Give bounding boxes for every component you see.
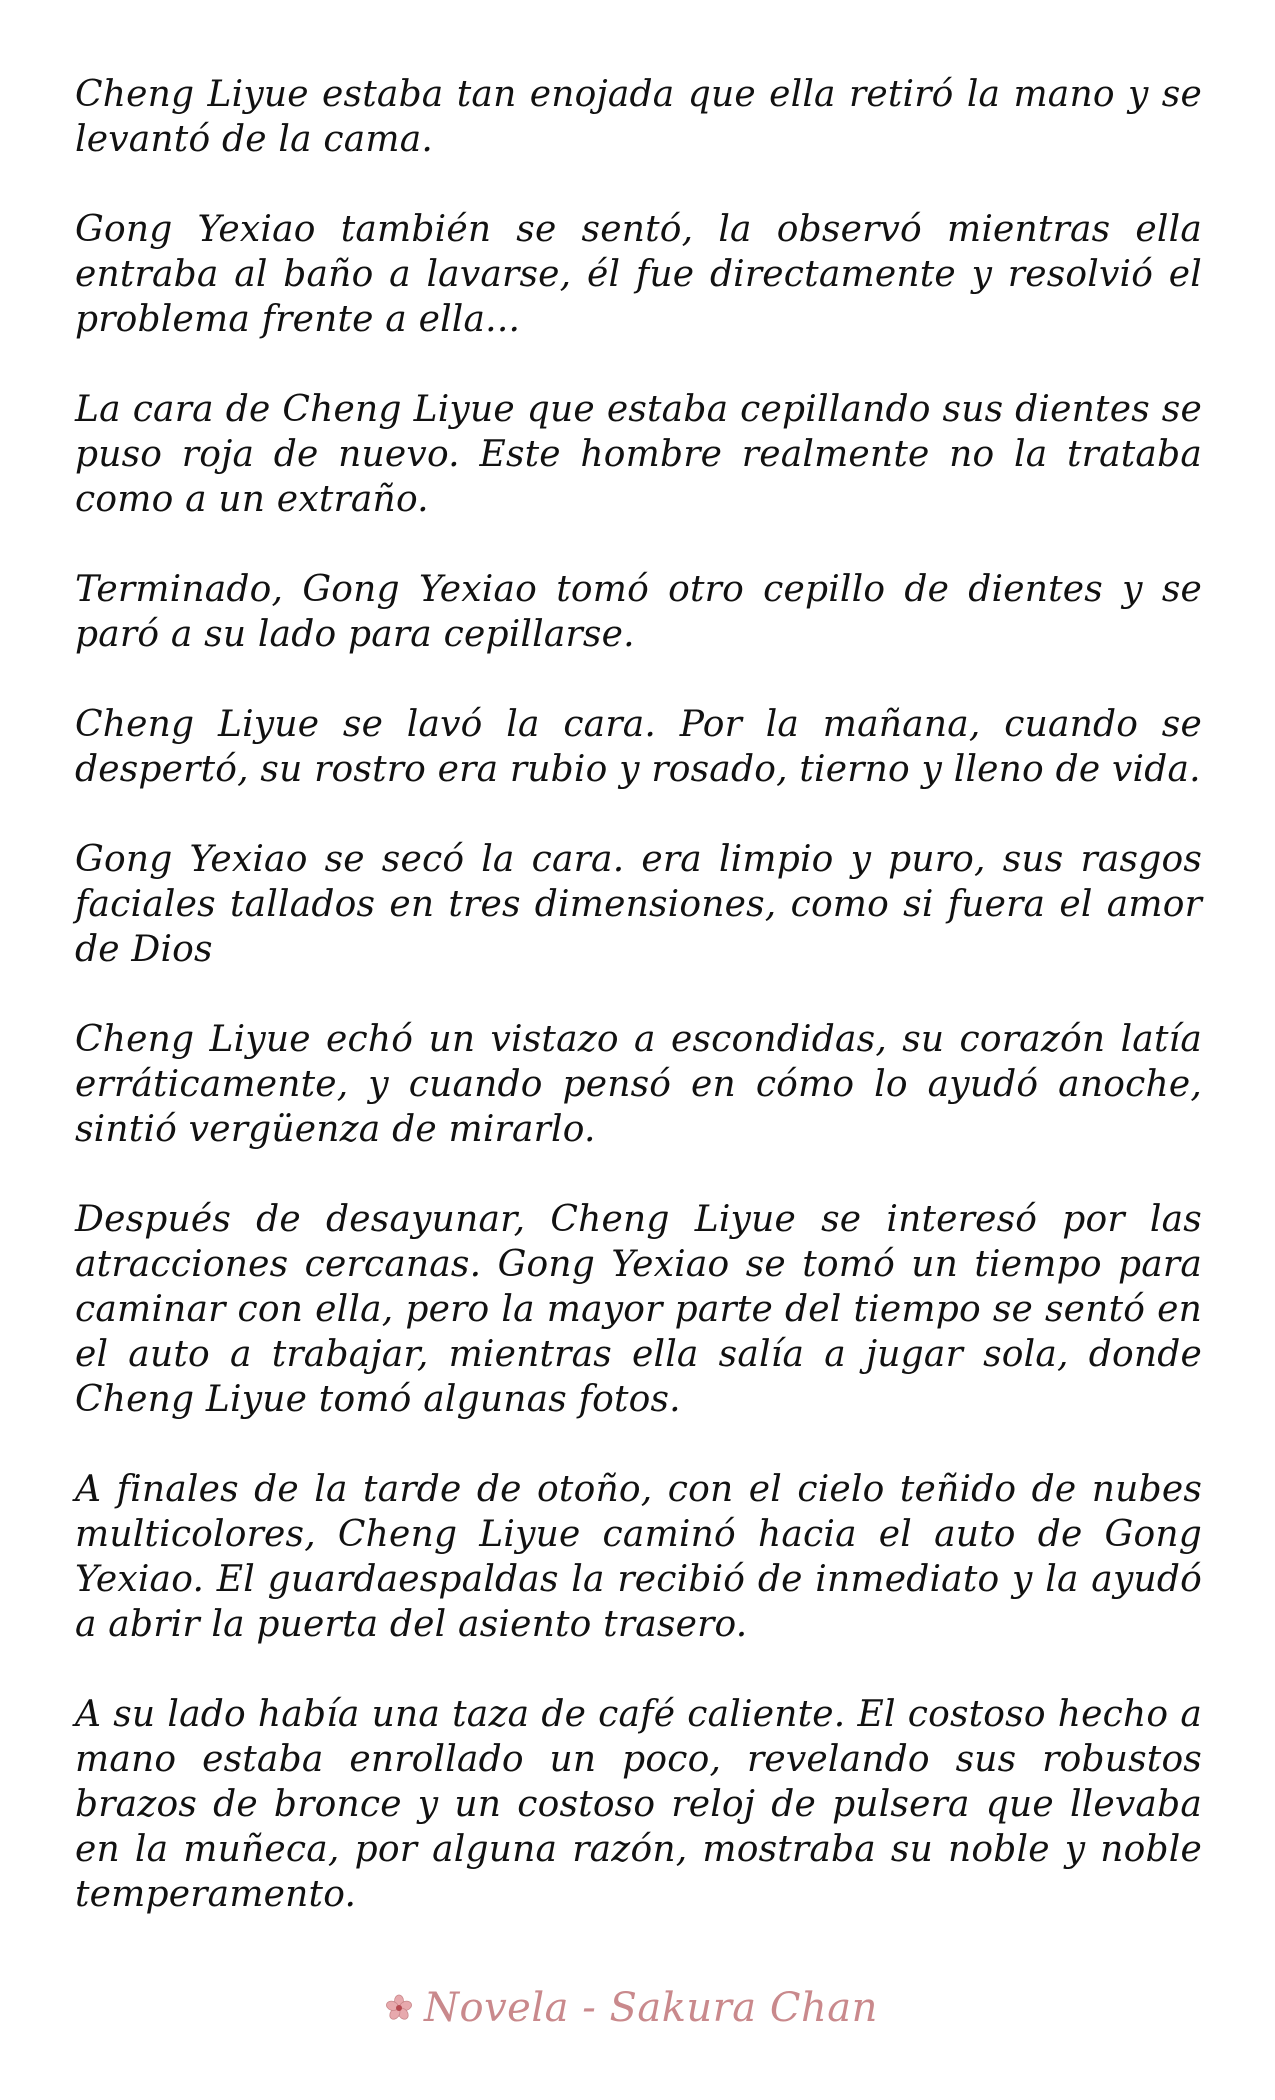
story-text — [75, 72, 1202, 1917]
paragraph: Cheng Liyue echó un vistazo a escondidas, su corazón latía erráticamente, y cuando pensó en cómo lo ayudó anoche, sintió vergüenza de mirarlo. — [75, 1019, 1202, 1150]
paragraph: Cheng Liyue se lavó la cara. Por la mañana, cuando se despertó, su rostro era rubio y rosado, tierno y lleno de vida. — [75, 704, 1202, 790]
paragraph: Después de desayunar, Cheng Liyue se interesó por las atracciones cercanas. Gong Yexiao se tomó un tiempo para caminar con ella, pero la mayor parte del tiempo se sentó en el auto a trabajar, mientras ella salía a jugar sola, donde Cheng Liyue tomó algunas fotos. — [75, 1199, 1202, 1420]
paragraph: La cara de Cheng Liyue que estaba cepillando sus dientes se puso roja de nuevo. Este hombre realmente no la trataba como a un extraño. — [75, 389, 1202, 520]
paragraph: A finales de la tarde de otoño, con el cielo teñido de nubes multicolores, Cheng Liyue caminó hacia el auto de Gong Yexiao. El guardaespaldas la recibió de inmediato y la ayudó a abrir la puerta del asiento trasero. — [75, 1469, 1202, 1645]
watermark-text: Novela - Sakura Chan — [424, 1985, 878, 2031]
paragraph: Cheng Liyue estaba tan enojada que ella retiró la mano y se levantó de la cama. — [75, 74, 1202, 160]
watermark — [384, 1978, 878, 2038]
paragraph: Gong Yexiao se secó la cara. era limpio y puro, sus rasgos faciales tallados en tres dimensiones, como si fuera el amor de Dios — [75, 839, 1202, 970]
paragraph: Gong Yexiao también se sentó, la observó mientras ella entraba al baño a lavarse, él fue directamente y resolvió el problema frente a ella... — [75, 209, 1202, 340]
paragraph: Terminado, Gong Yexiao tomó otro cepillo de dientes y se paró a su lado para cepillarse. — [75, 569, 1202, 655]
paragraph: A su lado había una taza de café caliente. El costoso hecho a mano estaba enrollado un poco, revelando sus robustos brazos de bronce y un costoso reloj de pulsera que llevaba en la muñeca, por alguna razón, mostraba su noble y noble temperamento. — [75, 1694, 1202, 1915]
sakura-blossom-icon — [384, 1993, 414, 2023]
